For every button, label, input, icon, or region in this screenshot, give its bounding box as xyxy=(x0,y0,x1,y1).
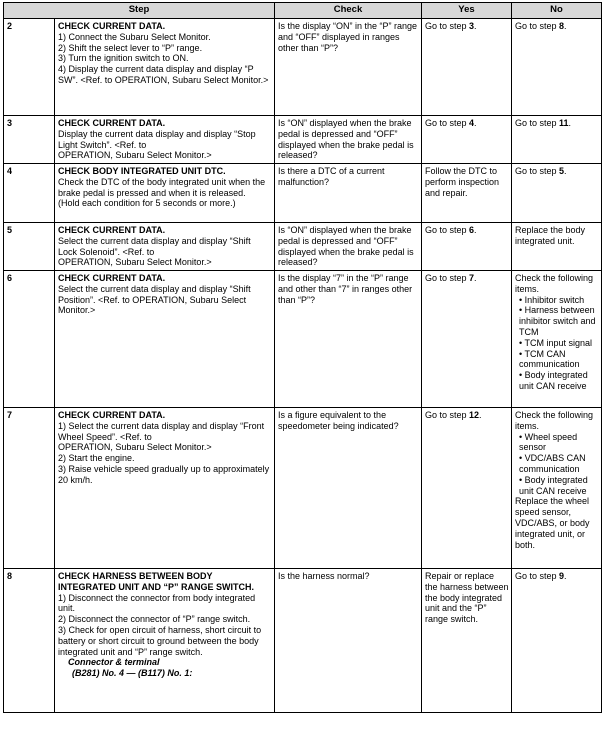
step-line: 3) Raise vehicle speed gradually up to approximately 20 km/h. xyxy=(58,463,270,485)
yes-suffix: . xyxy=(474,225,477,235)
yes-prefix: Go to step xyxy=(425,118,470,128)
step-line: OPERATION, Subaru Select Monitor.> xyxy=(58,150,212,161)
check-cell: Is the display “ON” in the “P” range and “OFF” displayed in ranges other than “P”? xyxy=(275,19,422,116)
header-step: Step xyxy=(4,3,275,19)
step-line: 4) Display the current data display and display “P SW”. <Ref. to OPERATION, Subaru Select Monitor.> xyxy=(58,64,269,85)
no-suffix: . xyxy=(568,118,572,128)
yes-prefix: Go to step xyxy=(425,21,470,31)
no-suffix: . xyxy=(564,571,567,581)
no-item: • Body integrated unit CAN receive xyxy=(519,370,588,391)
no-step-link[interactable]: 8 xyxy=(559,21,565,31)
connector-title: Connector & terminal xyxy=(68,657,160,668)
table-row xyxy=(4,223,602,271)
step-line: 1) Connect the Subaru Select Monitor. xyxy=(58,31,211,42)
diagnostic-table xyxy=(3,2,602,713)
table-row xyxy=(4,569,602,713)
yes-cell xyxy=(422,19,512,116)
yes-cell: Repair or replace the harness between the body integrated unit and the “P” range switch. xyxy=(422,569,512,713)
step-description xyxy=(55,271,275,408)
step-number: 5 xyxy=(4,223,55,271)
no-item: • TCM CAN communication xyxy=(519,348,580,370)
no-suffix: . xyxy=(564,21,567,31)
header-yes: Yes xyxy=(422,3,512,19)
check-cell: Is the display “7” in the “P” range and other than “7” in ranges other than “P”? xyxy=(275,271,422,408)
step-line: Display the current data display and display “Stop Light Switch”. <Ref. to xyxy=(58,128,256,150)
no-prefix: Go to step xyxy=(515,571,560,581)
table-row xyxy=(4,271,602,408)
no-cell xyxy=(512,271,602,408)
yes-cell xyxy=(422,271,512,408)
step-title: CHECK CURRENT DATA. xyxy=(58,225,166,235)
no-intro: Check the following items. xyxy=(515,273,594,294)
yes-cell: Follow the DTC to perform inspection and repair. xyxy=(422,164,512,223)
step-number: 3 xyxy=(4,116,55,164)
step-number: 7 xyxy=(4,408,55,569)
yes-suffix: . xyxy=(479,410,482,420)
yes-cell xyxy=(422,116,512,164)
no-step-link[interactable]: 11 xyxy=(559,118,569,128)
no-intro: Check the following items. xyxy=(515,410,594,431)
yes-cell xyxy=(422,223,512,271)
yes-suffix: . xyxy=(474,273,477,283)
step-title: CHECK CURRENT DATA. xyxy=(58,410,166,420)
step-line: 3) Turn the ignition switch to ON. xyxy=(58,53,189,64)
check-cell: Is the harness normal? xyxy=(275,569,422,713)
header-no: No xyxy=(512,3,602,19)
yes-step-link[interactable]: 4 xyxy=(469,118,475,128)
step-description xyxy=(55,408,275,569)
step-line: Select the current data display and display “Shift Lock Solenoid”. <Ref. to xyxy=(58,235,251,257)
step-number: 2 xyxy=(4,19,55,116)
no-cell xyxy=(512,164,602,223)
step-title: CHECK BODY INTEGRATED UNIT DTC. xyxy=(58,166,226,176)
no-suffix: . xyxy=(564,166,567,176)
step-line: Select the current data display and display “Shift Position”. <Ref. to OPERATION, Subaru Select Monitor.> xyxy=(58,283,251,316)
no-prefix: Go to step xyxy=(515,166,560,176)
step-number: 6 xyxy=(4,271,55,408)
step-line: 1) Disconnect the connector from body integrated unit. xyxy=(58,592,256,614)
yes-prefix: Go to step xyxy=(425,410,470,420)
step-description xyxy=(55,164,275,223)
check-cell: Is “ON” displayed when the brake pedal is depressed and “OFF” displayed when the brake pedal is released? xyxy=(275,223,422,271)
yes-prefix: Go to step xyxy=(425,273,470,283)
yes-cell xyxy=(422,408,512,569)
table-header-row xyxy=(4,3,602,19)
no-cell xyxy=(512,408,602,569)
step-line: Check the DTC of the body integrated unit when the brake pedal is pressed and when it is released. xyxy=(58,176,266,198)
no-item: • TCM input signal xyxy=(519,337,593,348)
no-item: • Body integrated unit CAN receive xyxy=(519,474,588,496)
yes-step-link[interactable]: 12 xyxy=(469,410,480,420)
step-line: 3) Check for open circuit of harness, short circuit to battery or short circuit to ground between the body integrated unit and “P” range switch. xyxy=(58,624,262,657)
table-row xyxy=(4,116,602,164)
table-row xyxy=(4,19,602,116)
step-description xyxy=(55,116,275,164)
step-line: OPERATION, Subaru Select Monitor.> xyxy=(58,442,212,453)
step-line: (Hold each condition for 5 seconds or more.) xyxy=(58,198,236,209)
no-item: • Wheel speed sensor xyxy=(519,431,578,453)
step-line: 2) Start the engine. xyxy=(58,453,135,464)
no-after: Replace the wheel speed sensor, VDC/ABS, or body integrated unit, or both. xyxy=(515,496,590,550)
step-line: 2) Shift the select lever to “P” range. xyxy=(58,42,203,53)
yes-prefix: Go to step xyxy=(425,225,470,235)
step-description xyxy=(55,569,275,713)
step-line: OPERATION, Subaru Select Monitor.> xyxy=(58,257,212,268)
no-prefix: Go to step xyxy=(515,118,560,128)
table-row xyxy=(4,408,602,569)
check-cell: Is there a DTC of a current malfunction? xyxy=(275,164,422,223)
no-step-link[interactable]: 9 xyxy=(559,571,565,581)
no-item: • Inhibitor switch xyxy=(519,294,585,305)
no-cell: Replace the body integrated unit. xyxy=(512,223,602,271)
yes-suffix: . xyxy=(474,21,477,31)
check-cell: Is a figure equivalent to the speedometer being indicated? xyxy=(275,408,422,569)
yes-step-link[interactable]: 3 xyxy=(469,21,475,31)
no-prefix: Go to step xyxy=(515,21,560,31)
table-row xyxy=(4,164,602,223)
yes-suffix: . xyxy=(474,118,477,128)
yes-step-link[interactable]: 6 xyxy=(469,225,475,235)
check-cell: Is “ON” displayed when the brake pedal is depressed and “OFF” displayed when the brake pedal is released? xyxy=(275,116,422,164)
step-title: CHECK CURRENT DATA. xyxy=(58,118,166,128)
no-cell xyxy=(512,19,602,116)
step-number: 8 xyxy=(4,569,55,713)
step-title: CHECK CURRENT DATA. xyxy=(58,273,166,283)
no-cell xyxy=(512,116,602,164)
step-line: 2) Disconnect the connector of “P” range switch. xyxy=(58,614,251,625)
header-check: Check xyxy=(275,3,422,19)
step-title: CHECK HARNESS BETWEEN BODY INTEGRATED UNIT AND “P” RANGE SWITCH. xyxy=(58,571,254,592)
no-step-link[interactable]: 5 xyxy=(559,166,565,176)
step-title: CHECK CURRENT DATA. xyxy=(58,21,166,31)
yes-step-link[interactable]: 7 xyxy=(469,273,475,283)
no-item: • VDC/ABS CAN communication xyxy=(519,453,586,474)
step-line: 1) Select the current data display and display “Front Wheel Speed”. <Ref. to xyxy=(58,420,265,442)
no-cell xyxy=(512,569,602,713)
step-description xyxy=(55,223,275,271)
no-item: • Harness between inhibitor switch and TCM xyxy=(519,305,596,337)
connector-terminal: (B281) No. 4 — (B117) No. 1: xyxy=(72,668,193,679)
step-description xyxy=(55,19,275,116)
step-number: 4 xyxy=(4,164,55,223)
